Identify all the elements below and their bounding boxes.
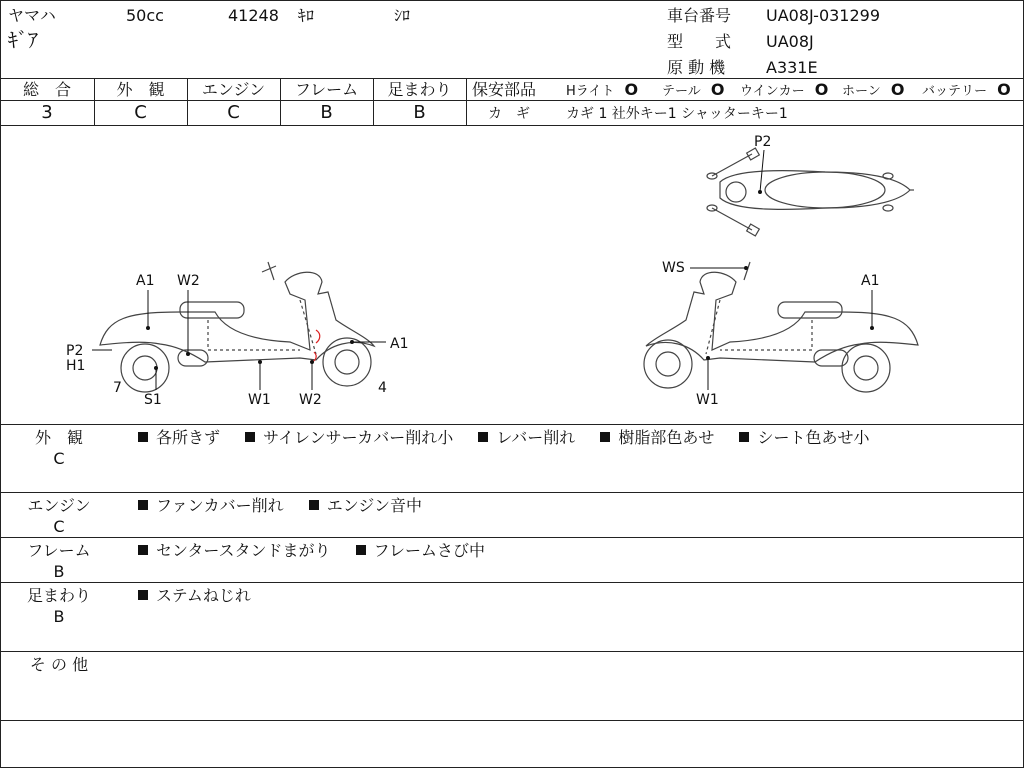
safety-item-mark: O (890, 80, 905, 99)
grade-suspension-value: B (413, 102, 426, 123)
safety-item-battery (922, 80, 1011, 102)
diagram-label: S1 (144, 392, 162, 408)
grade-exterior-label: 外 観 (116, 80, 165, 99)
diagram-label: WS (662, 260, 685, 276)
safety-item-label: ウインカー (740, 84, 805, 99)
damage-diagram (0, 126, 1024, 424)
safety-item-mark: O (624, 80, 639, 99)
safety-item-label: Hライト (566, 84, 615, 99)
type-label: 型 式 (667, 32, 732, 51)
divider (0, 582, 1024, 583)
safety-item-horn (842, 80, 905, 102)
note-items (138, 496, 442, 516)
grade-frame-value: B (320, 102, 333, 123)
note-items (138, 428, 889, 448)
chassis-value: UA08J-031299 (766, 6, 881, 25)
diagram-label: P2 (754, 134, 772, 150)
model-name: ｷﾞｱ (8, 28, 38, 52)
engine-label: 原 動 機 (667, 58, 726, 77)
safety-item-label: ホーン (842, 84, 881, 99)
maker: ヤマハ (8, 6, 56, 25)
safety-item-mark: O (997, 80, 1011, 99)
left-pointers (92, 290, 386, 390)
other-label: そ の 他 (29, 655, 89, 674)
note-grade: C (53, 449, 65, 468)
note-items (138, 541, 505, 561)
safety-item-mark: O (814, 80, 829, 99)
divider (0, 492, 1024, 493)
chassis-label: 車台番号 (667, 6, 732, 25)
safety-item-headlight (566, 80, 638, 102)
grade-exterior-value: C (134, 102, 147, 123)
divider (0, 720, 1024, 721)
note-item: 各所きず (138, 428, 230, 447)
diagram-label: W2 (177, 273, 200, 289)
note-grade: B (53, 562, 65, 581)
safety-item-tail (662, 80, 725, 102)
key-value: カギ 1 社外キー1 シャッターキー1 (566, 106, 788, 122)
diagram-label: A1 (390, 336, 409, 352)
divider (0, 424, 1024, 425)
engine-value: A331E (766, 58, 818, 77)
grade-engine-label: エンジン (201, 80, 266, 99)
type-value: UA08J (766, 32, 814, 51)
diagram-label: W2 (299, 392, 322, 408)
divider (0, 537, 1024, 538)
safety-item-winker (740, 80, 828, 102)
top-view-scooter (707, 148, 914, 236)
note-item: 樹脂部色あせ (600, 428, 724, 447)
diagram-label: P2 (66, 343, 84, 359)
divider (0, 651, 1024, 652)
note-category: フレーム (27, 541, 91, 560)
note-category: 足まわり (26, 586, 91, 605)
diagram-label: 7 (113, 380, 122, 396)
safety-item-mark: O (710, 80, 725, 99)
key-label: カ ギ (488, 106, 530, 122)
diagram-label: H1 (66, 358, 86, 374)
note-category: エンジン (27, 496, 91, 515)
divider (0, 78, 1024, 79)
safety-item-label: バッテリー (922, 84, 988, 99)
mileage-unit: ｷﾛ (298, 6, 315, 25)
note-item: フレームさび中 (356, 541, 495, 560)
diagram-label: A1 (861, 273, 880, 289)
diagram-label: W1 (248, 392, 271, 408)
note-item: サイレンサーカバー削れ小 (245, 428, 463, 447)
grade-suspension-label: 足まわり (387, 80, 452, 99)
note-grade: C (53, 517, 65, 536)
divider (466, 78, 467, 125)
note-items (138, 586, 271, 606)
diagram-label: 4 (378, 380, 387, 396)
safety-item-label: テール (662, 84, 701, 99)
note-item: センタースタンドまがり (138, 541, 341, 560)
note-item: シート色あせ小 (739, 428, 879, 447)
note-category: 外 観 (34, 428, 83, 447)
diagram-label: W1 (696, 392, 719, 408)
note-item: レバー削れ (478, 428, 585, 447)
grade-overall-label: 総 合 (22, 80, 71, 99)
mileage: 41248 (228, 6, 279, 25)
note-item: ステムねじれ (138, 586, 261, 605)
safety-label: 保安部品 (472, 80, 537, 99)
displacement: 50cc (126, 6, 164, 25)
note-grade: B (53, 607, 65, 626)
note-item: エンジン音中 (309, 496, 432, 515)
grade-frame-label: フレーム (294, 80, 359, 99)
diagram-label: A1 (136, 273, 155, 289)
grade-engine-value: C (227, 102, 240, 123)
color: ｼﾛ (394, 6, 411, 25)
note-item: ファンカバー削れ (138, 496, 294, 515)
grade-overall-value: 3 (41, 102, 53, 123)
